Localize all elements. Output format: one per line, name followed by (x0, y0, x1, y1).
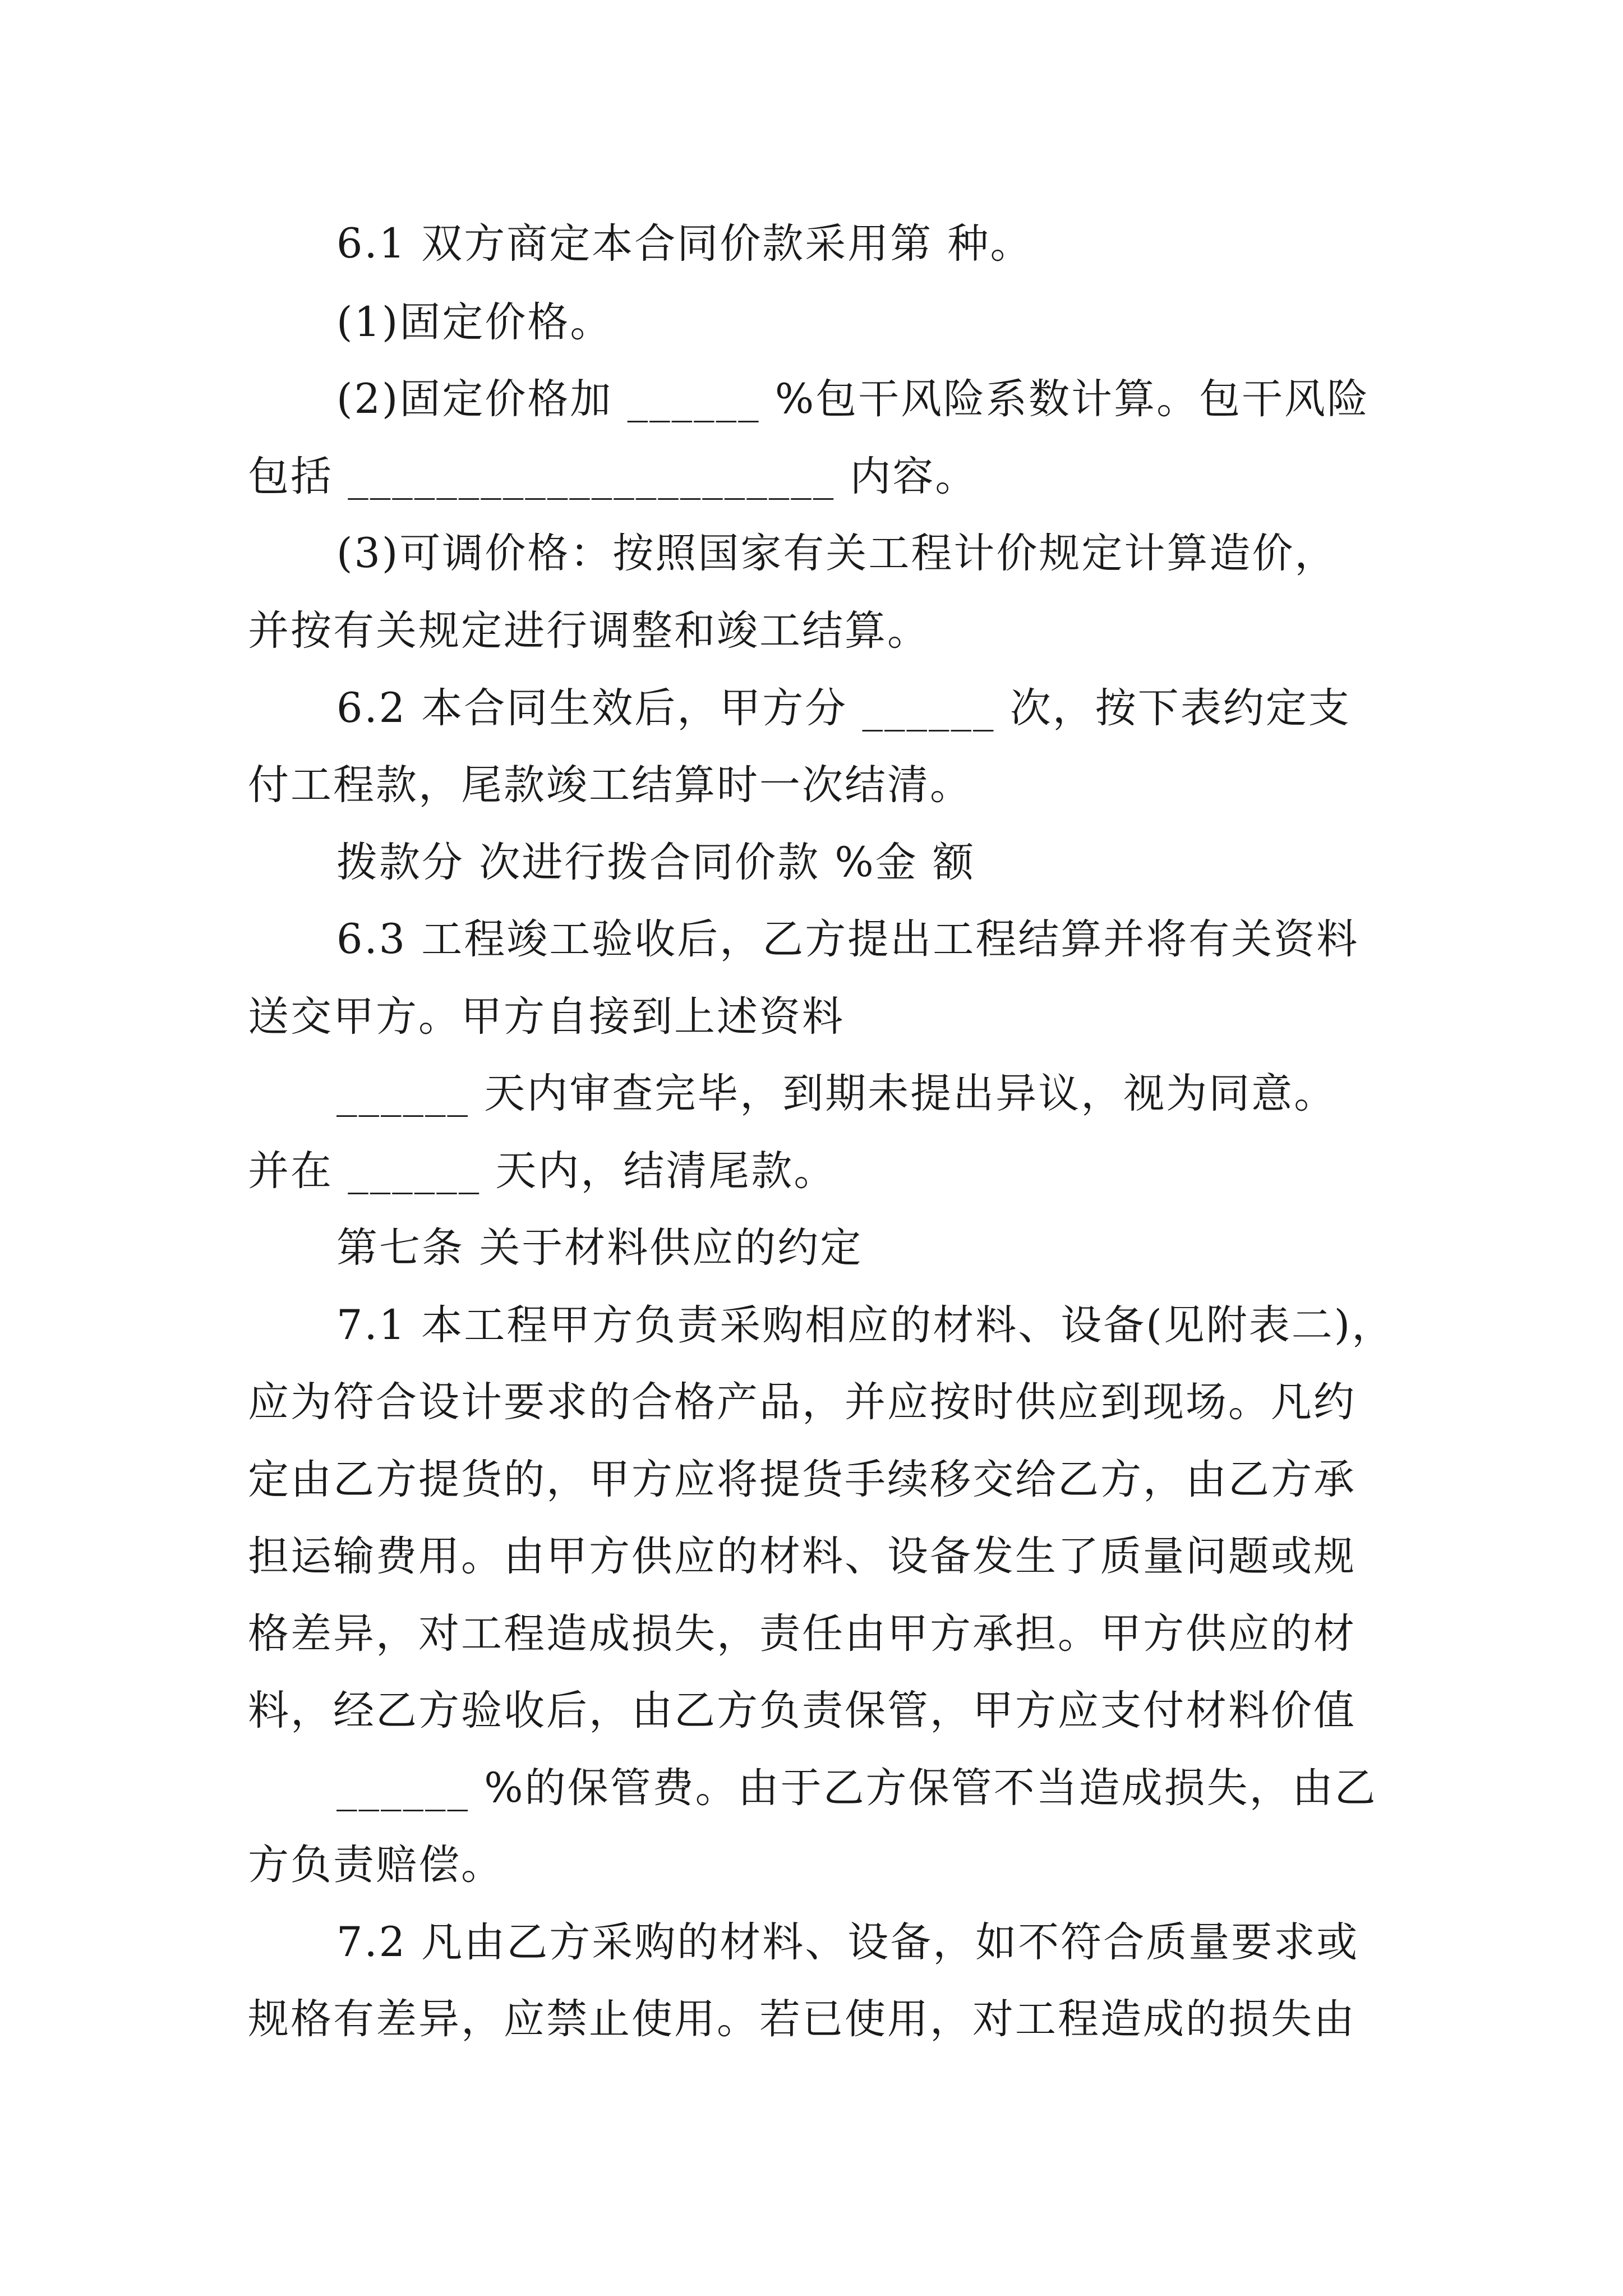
clause-6-3-review: ______ 天内审查完毕，到期未提出异议，视为同意。 (336, 1070, 1337, 1117)
clause-7-2: 7.2 凡由乙方采购的材料、设备，如不符合质量要求或 (336, 1918, 1359, 1966)
clause-7-1-line-2: 应为符合设计要求的合格产品，并应按时供应到现场。凡约 (248, 1378, 1356, 1426)
clause-7-1-line-4: 担运输费用。由甲方供应的材料、设备发生了质量问题或规 (248, 1533, 1356, 1580)
clause-7-1-line-6: 料，经乙方验收后，由乙方负责保管，甲方应支付材料价值 (248, 1687, 1356, 1734)
clause-7-2-continued: 规格有差异，应禁止使用。若已使用，对工程造成的损失由 (248, 1995, 1356, 2043)
clause-7-1-end: 方负责赔偿。 (248, 1841, 504, 1889)
clause-7-1-line-3: 定由乙方提货的，甲方应将提货手续移交给乙方，由乙方承 (248, 1456, 1356, 1503)
option-2-continued: 包括 ______________________ 内容。 (248, 453, 978, 500)
clause-7-1-line-5: 格差异，对工程造成损失，责任由甲方承担。甲方供应的材 (248, 1610, 1356, 1658)
clause-7-1: 7.1 本工程甲方负责采购相应的材料、设备(见附表二)， (336, 1301, 1395, 1349)
clause-6-1: 6.1 双方商定本合同价款采用第 种。 (336, 220, 1033, 268)
option-2-fixed-plus: (2)固定价格加 ______ %包干风险系数计算。包干风险 (336, 375, 1370, 423)
option-3-adjustable: (3)可调价格：按照国家有关工程计价规定计算造价， (336, 530, 1338, 577)
clause-6-3-continued: 送交甲方。甲方自接到上述资料 (248, 993, 845, 1041)
payment-table-header: 拨款分 次进行拨合同价款 %金 额 (336, 839, 975, 886)
clause-7-1-fee: ______ %的保管费。由于乙方保管不当造成损失，由乙 (336, 1764, 1377, 1812)
article-7-heading: 第七条 关于材料供应的约定 (336, 1224, 863, 1272)
clause-6-3: 6.3 工程竣工验收后，乙方提出工程结算并将有关资料 (336, 915, 1359, 963)
option-1-fixed-price: (1)固定价格。 (336, 298, 613, 346)
option-3-continued: 并按有关规定进行调整和竣工结算。 (248, 607, 930, 655)
clause-6-3-settlement: 并在 ______ 天内，结清尾款。 (248, 1147, 837, 1195)
clause-6-2-continued: 付工程款，尾款竣工结算时一次结清。 (248, 761, 972, 809)
clause-6-2: 6.2 本合同生效后，甲方分 ______ 次，按下表约定支 (336, 684, 1351, 732)
